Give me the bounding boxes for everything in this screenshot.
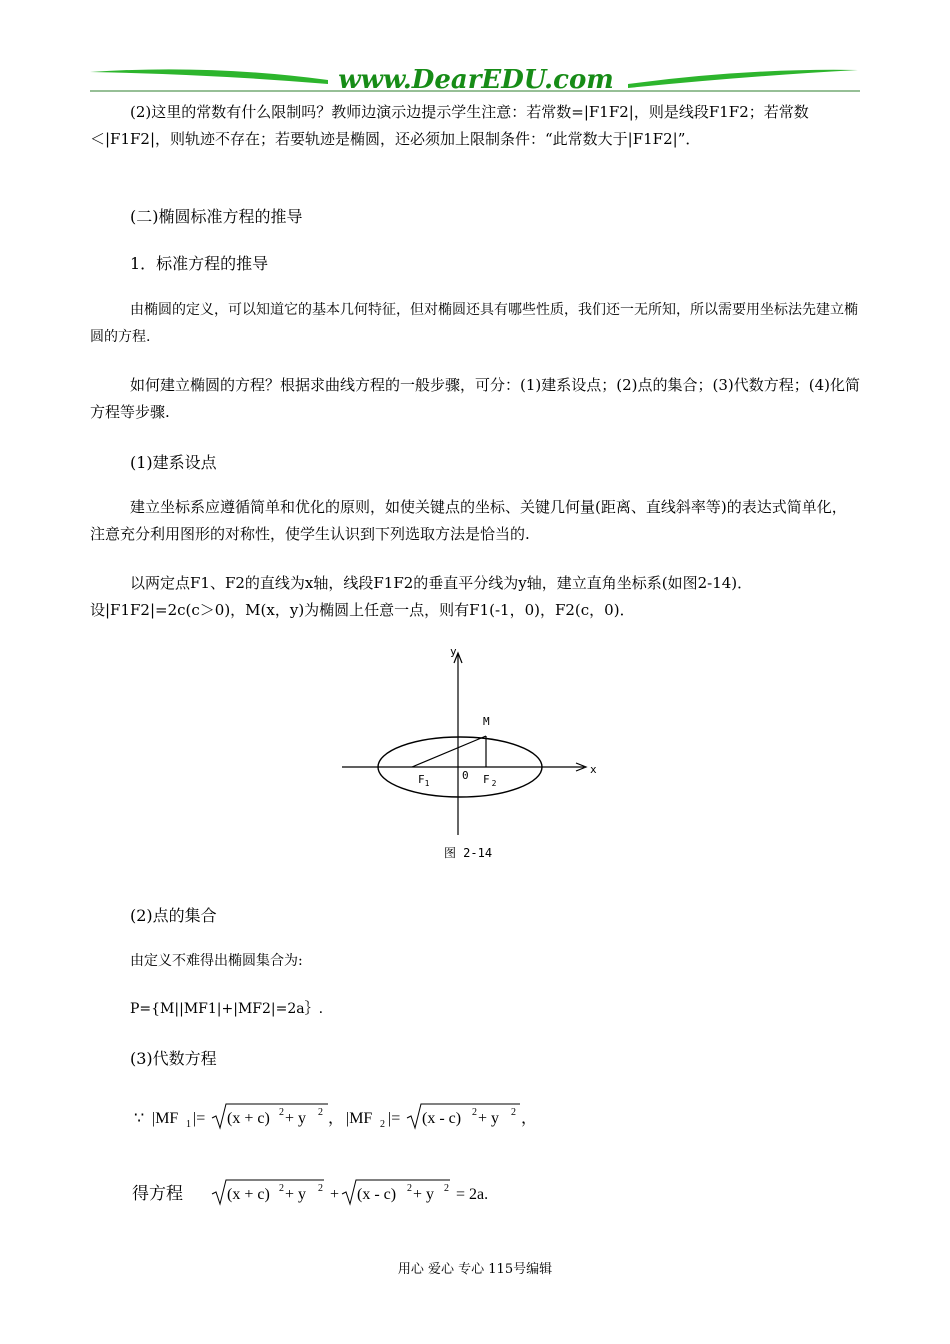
mf1-text: |MF <box>152 1110 179 1127</box>
svg-text:(x + c): (x + c) <box>227 1186 270 1203</box>
ellipse-equation <box>130 1172 530 1216</box>
svg-text:|=: |= <box>388 1110 401 1127</box>
svg-text:(x - c): (x - c) <box>422 1110 462 1127</box>
svg-text:+ y: + y <box>285 1110 307 1127</box>
point-m-label: M <box>483 715 490 728</box>
f2-label: F $_2$ <box>483 773 497 788</box>
svg-text:2: 2 <box>380 1119 385 1130</box>
svg-text:2: 2 <box>279 1107 284 1118</box>
svg-text:(x - c): (x - c) <box>357 1186 397 1203</box>
svg-text:(x + c): (x + c) <box>227 1110 270 1127</box>
svg-text:+ y: + y <box>285 1186 307 1203</box>
svg-text:2: 2 <box>407 1183 412 1194</box>
mf2-text: |MF <box>346 1110 373 1127</box>
figure-caption: 图 2-14 <box>443 846 493 860</box>
header-logo <box>88 60 862 96</box>
paragraph-coordinates: 以两定点F1、F2的直线为x轴，线段F1F2的垂直平分线为y轴，建立直角坐标系(如图2-14)．设|F1F2|=2c(c＞0)，M(x，y)为椭圆上任意一点，则有F1(-1，0)，F2(c，0)． <box>90 574 753 619</box>
distance-formulas-svg <box>130 1096 550 1136</box>
svg-text:2: 2 <box>511 1107 516 1118</box>
paragraph-coordinate-method: 由椭圆的定义，可以知道它的基本几何特征，但对椭圆还具有哪些性质，我们还一无所知，所以需要用坐标法先建立椭圆的方程. <box>90 302 858 345</box>
svg-text:2: 2 <box>318 1107 323 1118</box>
svg-text:2: 2 <box>472 1107 477 1118</box>
svg-text:，: ， <box>521 1110 538 1127</box>
set-definition: P={M||MF1|+|MF2|=2a｝. <box>130 1001 324 1017</box>
equation-label: 得方程 <box>132 1184 183 1204</box>
svg-text:|=: |= <box>193 1110 206 1127</box>
section-heading-2: (二)椭圆标准方程的推导 <box>130 207 303 226</box>
paragraph-principles: 建立坐标系应遵循简单和优化的原则，如使关键点的坐标、关键几何量(距离、直线斜率等)的表达式简单化，注意充分利用图形的对称性，使学生认识到下列选取方法是恰当的. <box>90 498 847 543</box>
ellipse-equation-svg <box>130 1172 530 1212</box>
svg-text:2: 2 <box>279 1183 284 1194</box>
paragraph-steps: 如何建立椭圆的方程？根据求曲线方程的一般步骤，可分：(1)建系设点；(2)点的集合；(3)代数方程；(4)化简方程等步骤. <box>90 376 860 421</box>
step-heading-3: (3)代数方程 <box>130 1049 217 1068</box>
step-heading-1: (1)建系设点 <box>130 453 217 472</box>
svg-text:，: ， <box>328 1110 345 1127</box>
x-axis-label: x <box>590 763 597 776</box>
page-header <box>88 60 862 96</box>
origin-label: 0 <box>462 769 469 782</box>
because-symbol: ∵ <box>134 1110 145 1127</box>
paragraph-constant-limit: (2)这里的常数有什么限制吗？教师边演示边提示学生注意：若常数=|F1F2|，则是线段F1F2；若常数＜|F1F2|，则轨迹不存在；若要轨迹是椭圆，还必须加上限制条件：“此常数大于|F1F2|”． <box>90 103 809 148</box>
svg-text:2: 2 <box>444 1183 449 1194</box>
y-axis-label: y <box>450 645 457 658</box>
subsection-heading: 1．标准方程的推导 <box>130 254 269 273</box>
logo-text: www.DearEDU.com <box>338 65 614 95</box>
svg-text:+ y: + y <box>413 1186 435 1203</box>
left-swoosh <box>90 69 328 84</box>
right-swoosh <box>628 70 858 88</box>
ellipse-figure <box>340 645 610 865</box>
svg-text:+: + <box>330 1186 340 1203</box>
paragraph-set-intro: 由定义不难得出椭圆集合为: <box>130 953 303 969</box>
svg-text:+ y: + y <box>478 1110 500 1127</box>
svg-text:1: 1 <box>186 1119 191 1130</box>
svg-text:= 2a.: = 2a. <box>456 1186 489 1203</box>
f1-label: $F_1$ <box>418 773 430 788</box>
distance-formulas <box>130 1096 550 1140</box>
page-footer: 用心 爱心 专心 115号编辑 <box>397 1262 553 1277</box>
svg-text:2: 2 <box>318 1183 323 1194</box>
step-heading-2: (2)点的集合 <box>130 906 217 925</box>
ellipse-diagram <box>340 645 610 865</box>
